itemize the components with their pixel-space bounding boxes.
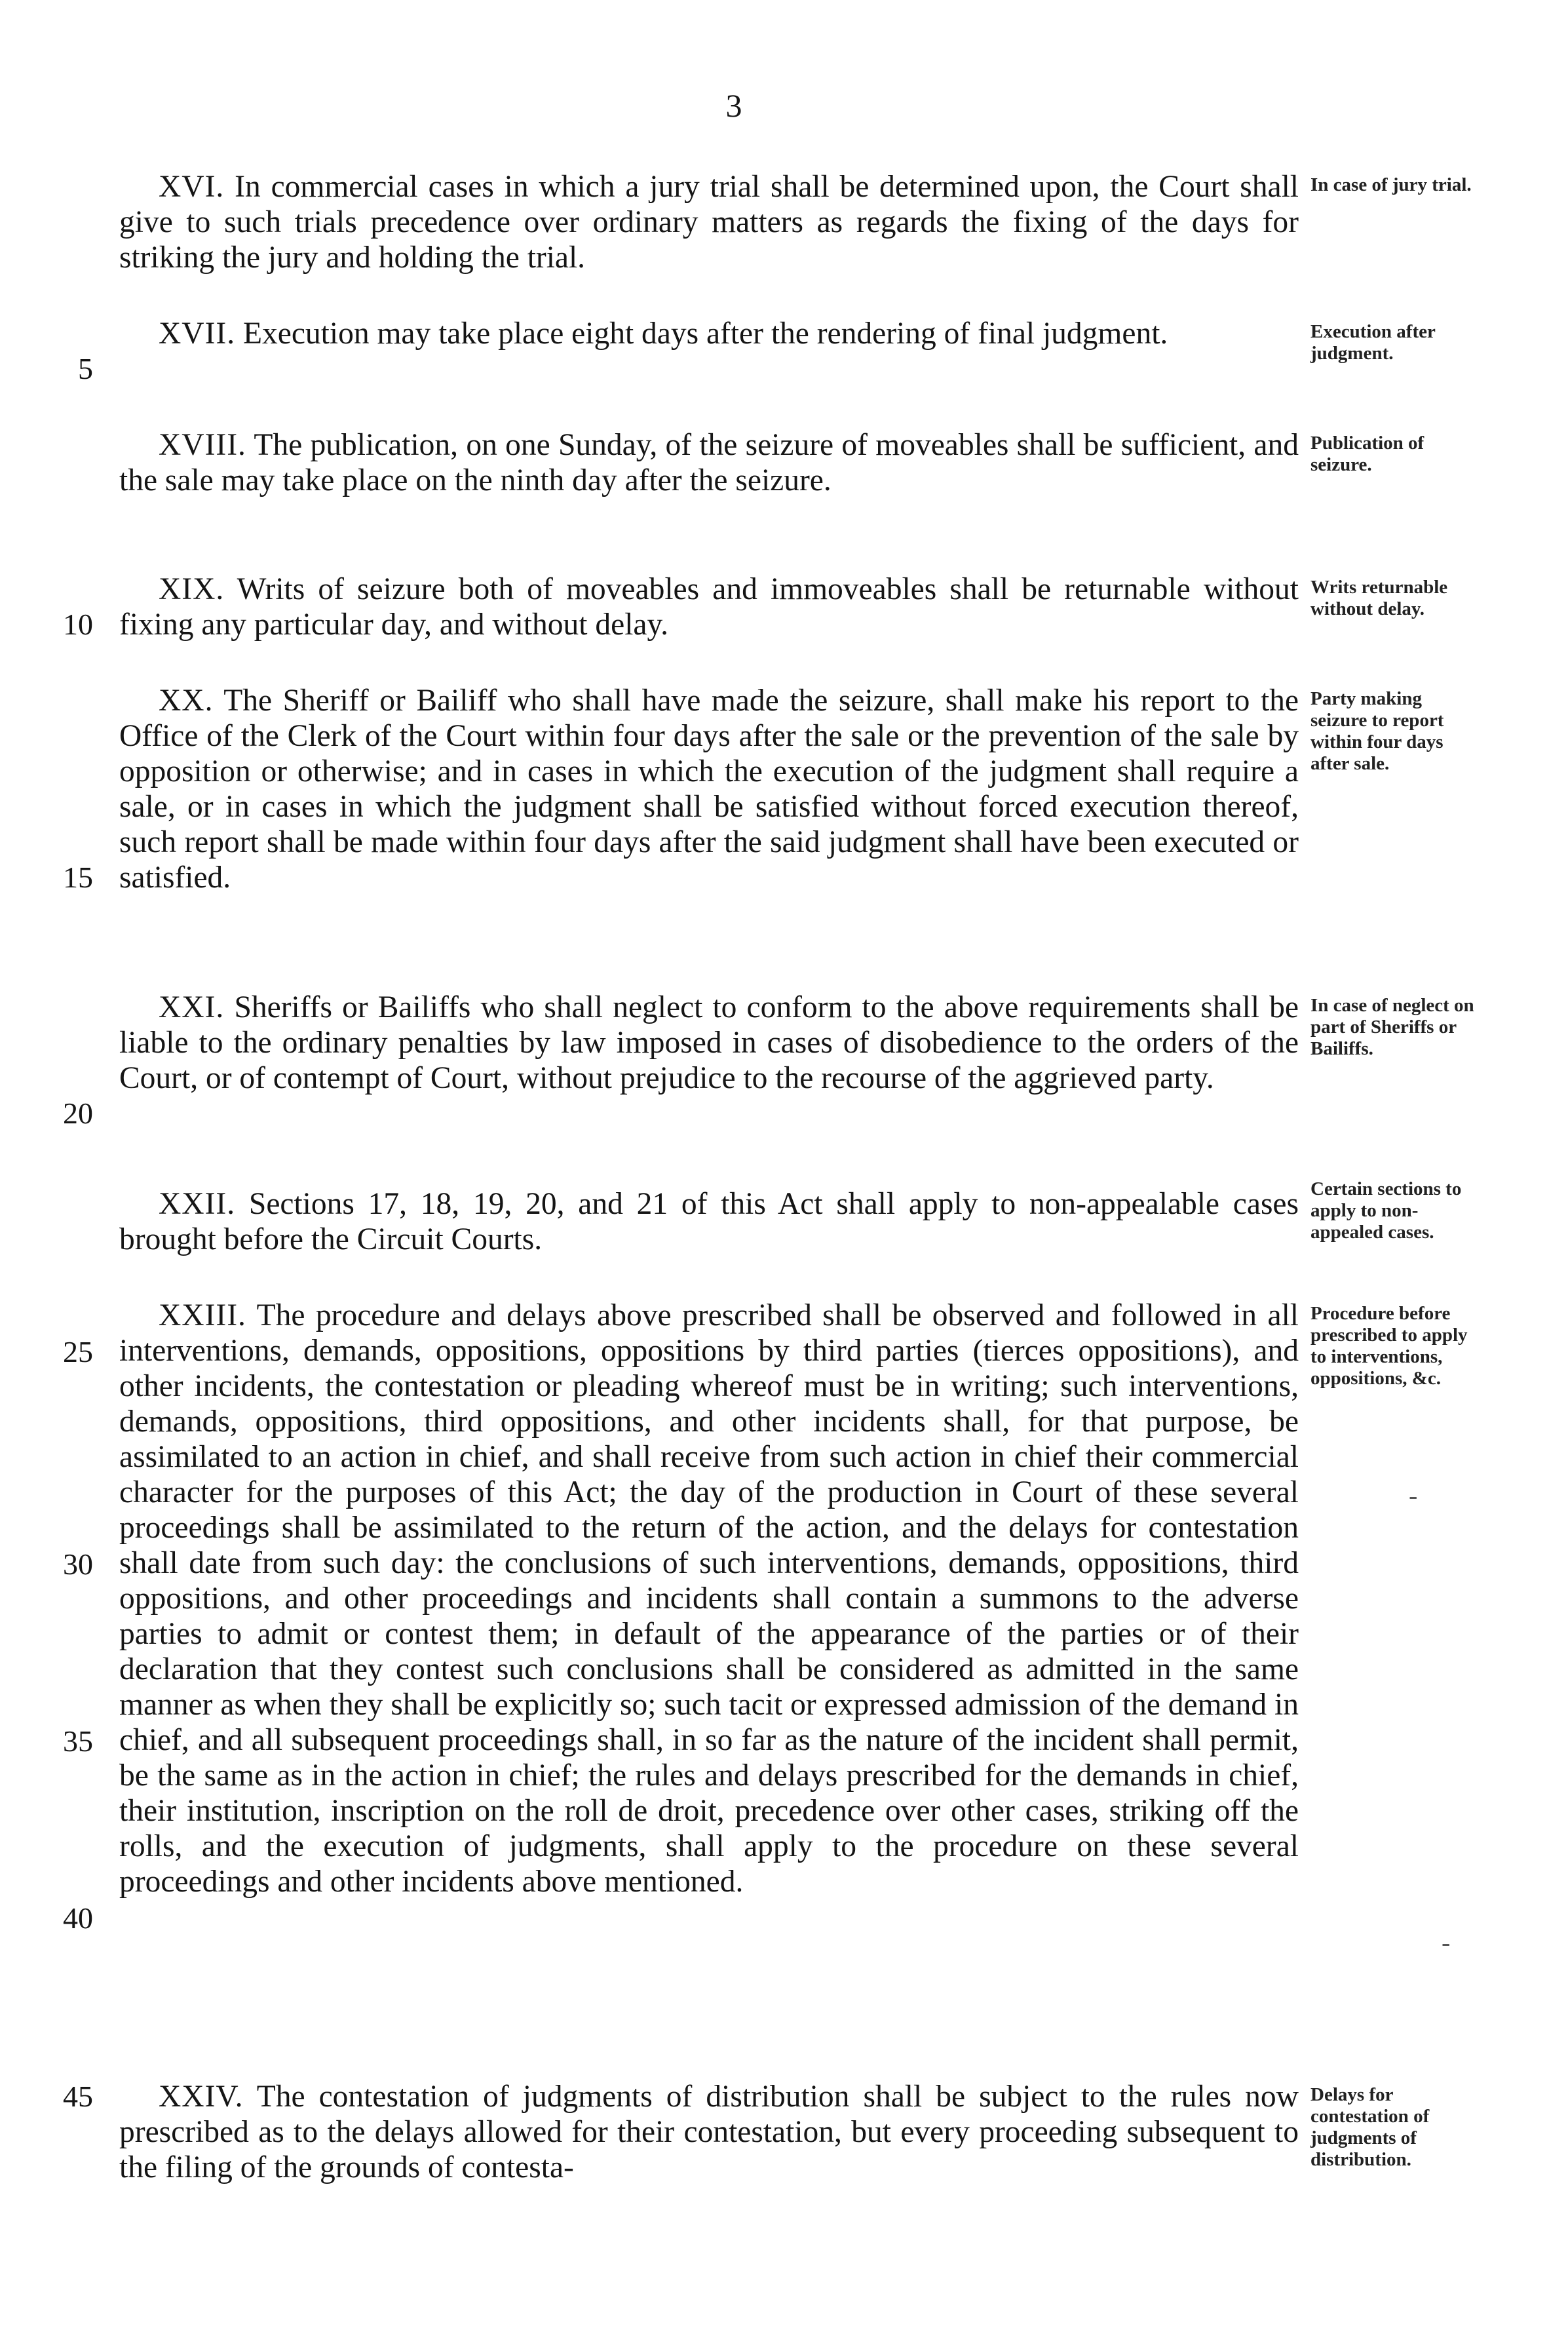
section-numeral: XXIV. [159,2080,244,2114]
section-body: Writs of seizure both of moveables and immoveables shall be returnable without fixing any particular day, and without delay. [119,572,1299,642]
section-numeral: XIX. [159,572,225,606]
line-number: 45 [63,2080,93,2113]
section-text [119,572,1299,642]
margin-note: In case of neglect on part of Sheriffs or Bailiffs. [1310,995,1474,1059]
section-text [119,683,1299,895]
section-numeral: XX. [159,684,214,718]
line-number: 20 [63,1096,93,1130]
section-text [119,2079,1299,2185]
margin-note: Delays for contestation of judgments of distribution. [1310,2084,1430,2170]
section-text [119,1186,1299,1257]
margin-note: Procedure before prescribed to apply to interventions, oppositions, &c. [1310,1303,1468,1389]
line-number: 15 [63,861,93,894]
section-body: The publication, on one Sunday, of the seizure of moveables shall be sufficient, and the sale may take place on the ninth day after the seizure. [119,428,1299,497]
page-number: 3 [725,87,742,124]
section-numeral: XXII. [159,1187,236,1221]
margin-note: Execution after judgment. [1310,321,1436,364]
section-body: In commercial cases in which a jury trial shall be determined upon, the Court shall give to such trials precedence over ordinary matters as regards the fixing of the days for striking the jury and holding the trial. [119,170,1299,275]
section-numeral: XVI. [159,170,225,204]
margin-note: Certain sections to apply to non-appealed cases. [1310,1178,1462,1243]
line-number: 35 [63,1724,93,1758]
section-body: Execution may take place eight days after the rendering of final judgment. [243,317,1168,351]
section-text [119,316,1299,351]
section-body: The contestation of judgments of distribution shall be subject to the rules now prescribed as to the delays allowed for their contestation, but every proceeding subsequent to the filing of the grounds of contesta- [119,2080,1299,2184]
section-text [119,990,1299,1096]
section-body: The Sheriff or Bailiff who shall have made the seizure, shall make his report to the Office of the Clerk of the Court within four days after the sale or the prevention of the sale by opposition or otherwise; and in cases in which the execution of the judgment shall require a sale, or in cases in which the judgment shall be satisfied without forced execution thereof, such report shall be made within four days after the said judgment shall have been executed or satisfied. [119,684,1299,895]
line-number: 25 [63,1335,93,1368]
section-text [119,1298,1299,1899]
section-body: Sheriffs or Bailiffs who shall neglect to conform to the above requirements shall be liable to the ordinary penalties by law imposed in cases of disobedience to the orders of the Court, or of contempt of Court, without prejudice to the recourse of the aggrieved party. [119,990,1299,1095]
line-number: 5 [78,352,93,385]
margin-note: Writs returnable without delay. [1310,577,1448,619]
margin-note: In case of jury trial. [1310,174,1472,195]
section-body: The procedure and delays above prescribed shall be observed and followed in all interventions, demands, oppositions, oppositions by third parties (tierces oppositions), and other incidents, the contestation or pleading whereof must be in writing; such interventions, demands, oppositions, third oppositions, and other incidents shall, for that purpose, be assimilated to an action in chief, and shall receive from such action in chief their commercial character for the purposes of this Act; the day of the production in Court of these several proceedings shall be assimilated to the return of the action, and the delays for contestation shall date from such day: the conclusions of such interventions, demands, oppositions, third oppositions, and other proceedings and incidents shall contain a summons to the adverse parties to admit or contest them; in default of the appearance of the parties or of their declaration that they contest such conclusions shall be considered as admitted in the same manner as when they shall be explicitly so; such tacit or expressed admission of the demand in chief, and all subsequent proceedings shall, in so far as the nature of the incident shall permit, be the same as in the action in chief; the rules and delays prescribed for the demands in chief, their institution, inscription on the roll de droit, precedence over other cases, striking off the rolls, and the execution of judgments, shall apply to the procedure on these several proceedings and other incidents above mentioned. [119,1298,1299,1899]
stray-mark: - [1409,1481,1418,1510]
section-text [119,169,1299,275]
section-body: Sections 17, 18, 19, 20, and 21 of this Act shall apply to non-appealable cases brought before the Circuit Courts. [119,1187,1299,1256]
line-number: 10 [63,608,93,641]
section-numeral: XVII. [159,317,236,351]
margin-note: Party making seizure to report within four days after sale. [1310,688,1444,774]
section-numeral: XVIII. [159,428,246,462]
stray-mark: - [1442,1928,1451,1957]
line-number: 30 [63,1547,93,1581]
section-numeral: XXI. [159,990,225,1024]
section-numeral: XXIII. [159,1298,246,1332]
line-number: 40 [63,1901,93,1935]
margin-note: Publication of seizure. [1310,433,1425,475]
section-text [119,427,1299,498]
